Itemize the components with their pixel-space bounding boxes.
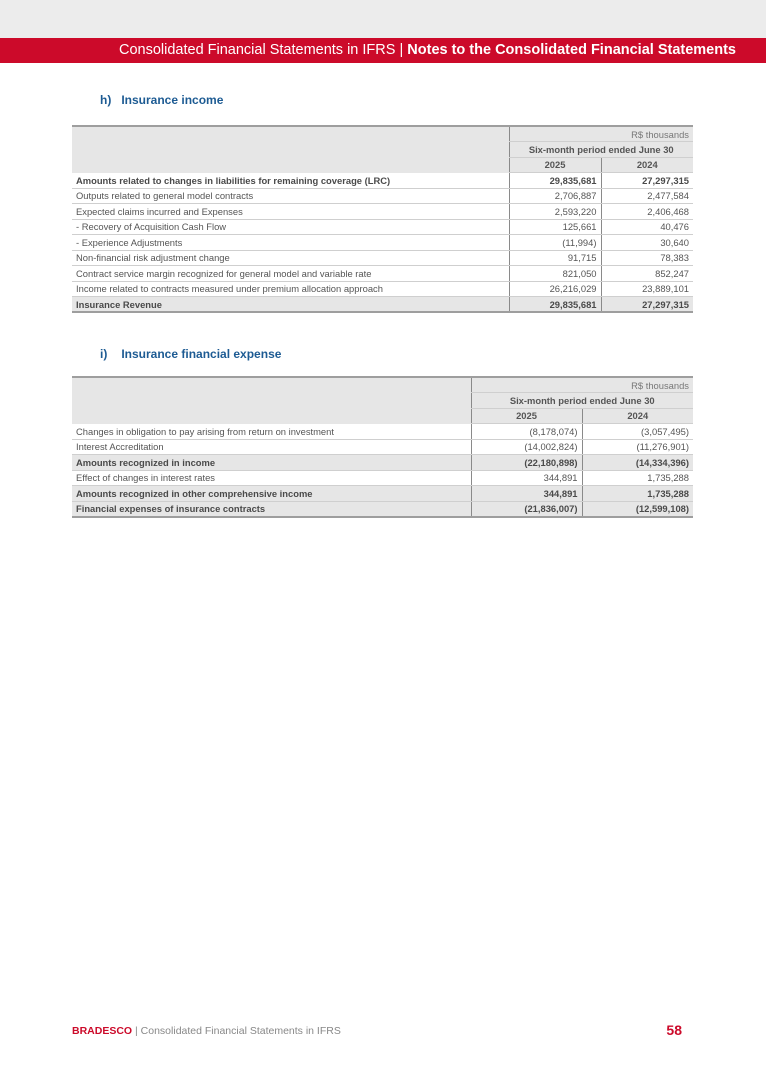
row-label: Outputs related to general model contracts [72, 188, 509, 204]
unit-label: R$ thousands [471, 377, 693, 393]
row-value-2025: 821,050 [509, 266, 601, 282]
table-row [72, 250, 693, 266]
row-label: Financial expenses of insurance contracts [72, 501, 471, 517]
row-label: Amounts related to changes in liabilities for remaining coverage (LRC) [72, 173, 509, 189]
page-footer [72, 1025, 341, 1037]
row-value-2025: 26,216,029 [509, 281, 601, 297]
row-value-2024: 1,735,288 [582, 486, 693, 502]
row-label: Changes in obligation to pay arising from return on investment [72, 424, 471, 440]
row-label: Amounts recognized in income [72, 455, 471, 471]
row-value-2025: 2,593,220 [509, 204, 601, 220]
section-h-heading: Insurance income [121, 93, 224, 107]
row-value-2024: 27,297,315 [601, 173, 693, 189]
table-total-row [72, 297, 693, 313]
top-strip [0, 0, 766, 38]
row-value-2025: (11,994) [509, 235, 601, 251]
row-label: Contract service margin recognized for general model and variable rate [72, 266, 509, 282]
table-row [72, 470, 693, 486]
row-value-2025: (22,180,898) [471, 455, 582, 471]
unit-label: R$ thousands [509, 126, 693, 142]
row-value-2025: 344,891 [471, 470, 582, 486]
table-row [72, 266, 693, 282]
table-row [72, 235, 693, 251]
table-header-blank [72, 377, 471, 424]
row-value-2024: 2,477,584 [601, 188, 693, 204]
period-label: Six-month period ended June 30 [509, 142, 693, 158]
year-2024-header: 2024 [582, 408, 693, 424]
year-2024-header: 2024 [601, 157, 693, 173]
section-i-letter: i) [100, 347, 108, 361]
table-row [72, 424, 693, 440]
insurance-financial-expense-table [72, 376, 693, 518]
table-row [72, 173, 693, 189]
table-subtotal-row [72, 455, 693, 471]
row-value-2024: 27,297,315 [601, 297, 693, 313]
table-row [72, 204, 693, 220]
insurance-income-table [72, 125, 693, 313]
row-value-2024: (14,334,396) [582, 455, 693, 471]
row-value-2025: (8,178,074) [471, 424, 582, 440]
row-value-2025: 29,835,681 [509, 173, 601, 189]
row-value-2024: 23,889,101 [601, 281, 693, 297]
page-header [0, 38, 766, 63]
row-label: Effect of changes in interest rates [72, 470, 471, 486]
table-subtotal-row [72, 486, 693, 502]
row-value-2024: 30,640 [601, 235, 693, 251]
row-value-2024: (12,599,108) [582, 501, 693, 517]
table-row [72, 281, 693, 297]
footer-separator: | [135, 1025, 138, 1037]
year-2025-header: 2025 [509, 157, 601, 173]
period-label: Six-month period ended June 30 [471, 393, 693, 409]
header-title-regular: Consolidated Financial Statements in IFRS [118, 42, 396, 58]
row-value-2024: (11,276,901) [582, 439, 693, 455]
row-label: - Experience Adjustments [72, 235, 509, 251]
table-row [72, 439, 693, 455]
row-label: Expected claims incurred and Expenses [72, 204, 509, 220]
table-row [72, 188, 693, 204]
row-label: Interest Accreditation [72, 439, 471, 455]
table-total-row [72, 501, 693, 517]
row-value-2025: 91,715 [509, 250, 601, 266]
row-label: Income related to contracts measured under premium allocation approach [72, 281, 509, 297]
footer-text: Consolidated Financial Statements in IFRS [140, 1025, 341, 1037]
row-value-2024: 40,476 [601, 219, 693, 235]
row-value-2025: 344,891 [471, 486, 582, 502]
header-title-bold: Notes to the Consolidated Financial Statements [407, 42, 736, 58]
year-2025-header: 2025 [471, 408, 582, 424]
section-h-title [100, 93, 223, 107]
row-value-2025: 2,706,887 [509, 188, 601, 204]
row-label: Amounts recognized in other comprehensive income [72, 486, 471, 502]
row-value-2025: 29,835,681 [509, 297, 601, 313]
row-label: Insurance Revenue [72, 297, 509, 313]
row-value-2024: 78,383 [601, 250, 693, 266]
footer-brand-name: BRADESCO [72, 1025, 133, 1037]
section-i-title [100, 347, 281, 361]
section-i-heading: Insurance financial expense [121, 347, 282, 361]
table-row [72, 219, 693, 235]
row-label: - Recovery of Acquisition Cash Flow [72, 219, 509, 235]
row-value-2024: 1,735,288 [582, 470, 693, 486]
row-label: Non-financial risk adjustment change [72, 250, 509, 266]
row-value-2024: 852,247 [601, 266, 693, 282]
row-value-2025: 125,661 [509, 219, 601, 235]
row-value-2024: 2,406,468 [601, 204, 693, 220]
table-header-row [72, 126, 693, 142]
row-value-2025: (21,836,007) [471, 501, 582, 517]
page-number: 58 [666, 1022, 682, 1038]
table-header-blank [72, 126, 509, 173]
table-header-row [72, 377, 693, 393]
section-h-letter: h) [100, 93, 112, 107]
row-value-2024: (3,057,495) [582, 424, 693, 440]
row-value-2025: (14,002,824) [471, 439, 582, 455]
header-separator: | [399, 42, 404, 58]
